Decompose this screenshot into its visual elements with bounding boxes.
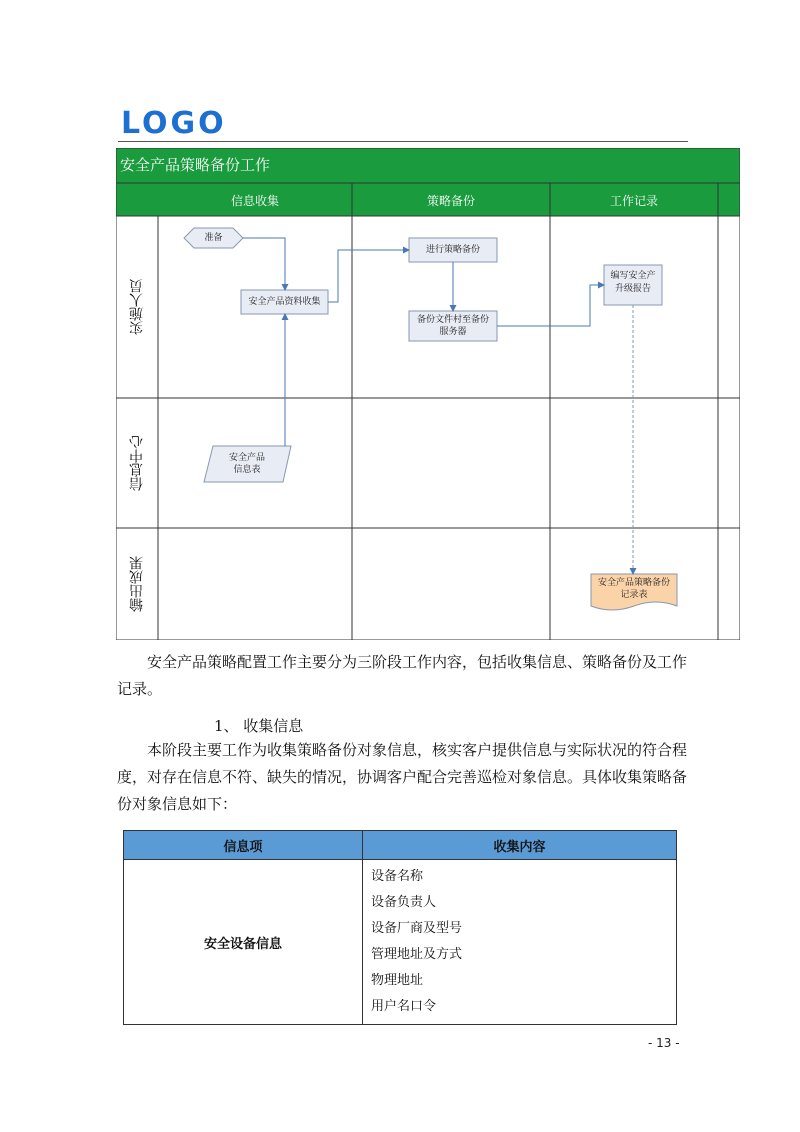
column-header-collect: 信息收集 [230, 194, 279, 208]
row-header-info-center: 信息中心 [129, 435, 145, 491]
section-paragraph: 本阶段主要工作为收集策略备份对象信息，核实客户提供信息与实际状况的符合程度，对存在信息不符、缺失的情况，协调客户配合完善巡检对象信息。具体收集策略备份对象信息如下： [117, 741, 688, 813]
column-header-record: 工作记录 [609, 194, 658, 208]
table-row [124, 860, 677, 1025]
content-line: 用户名口令 [371, 999, 437, 1014]
node-info-table-line2: 信息表 [233, 465, 261, 475]
content-line: 管理地址及方式 [371, 947, 463, 962]
page-number: - 13 - [648, 1036, 680, 1050]
flowchart-graphic [116, 148, 740, 640]
node-record-line1: 安全产品策略备份 [597, 578, 670, 588]
node-report-line2: 升级报告 [614, 284, 651, 294]
intro-paragraph: 安全产品策略配置工作主要分为三阶段工作内容，包括收集信息、策略备份及工作记录。 [117, 653, 688, 698]
table-cell-item: 安全设备信息 [124, 860, 363, 1025]
node-collect: 安全产品资料收集 [248, 297, 321, 307]
info-table [123, 830, 677, 1025]
table-header-item: 信息项 [124, 831, 363, 860]
content-line: 设备负责人 [371, 895, 437, 910]
content-line: 设备名称 [371, 869, 424, 884]
node-backup-file-line2: 服务器 [439, 327, 467, 337]
header-rule [118, 141, 688, 142]
node-report-line1: 编写安全产 [610, 271, 656, 281]
table-header-content: 收集内容 [363, 831, 677, 860]
content-line: 物理地址 [371, 973, 424, 988]
node-record-line2: 记录表 [620, 590, 648, 600]
node-backup-file-line1: 备份文件村至备份 [416, 315, 489, 325]
node-prepare: 准备 [204, 233, 223, 243]
node-info-table-line1: 安全产品 [228, 453, 265, 463]
table-header-row [124, 831, 677, 860]
row-header-implementer: 实施人员 [129, 279, 145, 335]
flowchart-title: 安全产品策略备份工作 [120, 156, 271, 174]
table-cell-content [363, 860, 677, 1025]
column-header-backup: 策略备份 [426, 194, 475, 208]
logo: LOGO [121, 106, 227, 141]
content-line: 设备厂商及型号 [371, 921, 463, 936]
node-backup: 进行策略备份 [425, 245, 480, 255]
row-header-output: 输出成果 [129, 556, 145, 612]
flowchart [116, 148, 740, 640]
section-heading: 1、 收集信息 [214, 717, 304, 735]
